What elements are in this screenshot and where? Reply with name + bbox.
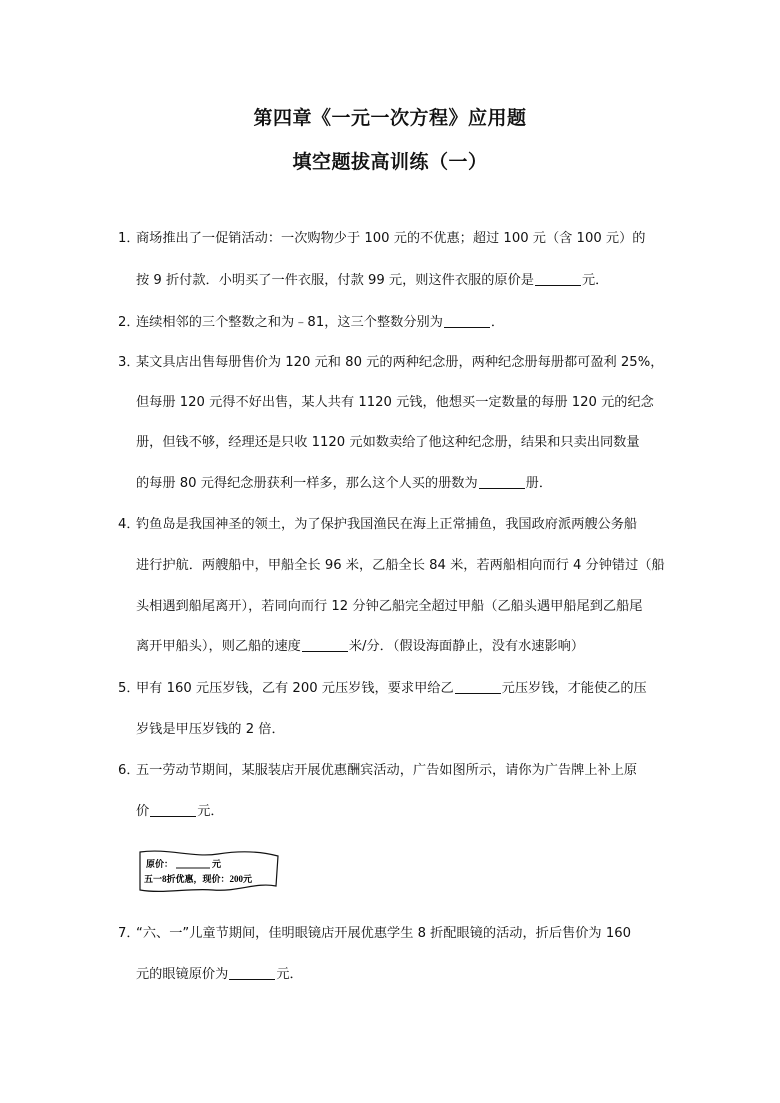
question-line	[136, 679, 647, 699]
question-text: 按 9 折付款．小明买了一件衣服，付款 99 元，则这件衣服的原价是	[136, 273, 534, 288]
question-text: 元的眼镜原价为	[136, 967, 229, 982]
question-text: 元压岁钱，才能使乙的压	[501, 681, 647, 696]
question-text: 商场推出了一促销活动：一次购物少于 100 元的不优惠；超过 100 元（含 100 元）的	[136, 231, 646, 246]
question-text: 册．	[525, 476, 553, 491]
question-text: 离开甲船头），则乙船的速度	[136, 639, 301, 654]
question-text: 某文具店出售每册售价为 120 元和 80 元的两种纪念册，两种纪念册每册都可盈利 25%，	[136, 355, 664, 370]
question-line	[136, 271, 608, 291]
answer-blank[interactable]	[150, 802, 196, 817]
question-number: 2．	[118, 315, 140, 330]
question-line	[136, 761, 637, 781]
question-text: 元．	[197, 804, 224, 819]
answer-blank[interactable]	[455, 679, 501, 694]
question-text: 元．	[582, 273, 609, 288]
banner-outline	[140, 851, 278, 891]
question-number: 3．	[118, 355, 140, 370]
question-text: 五一劳动节期间，某服装店开展优惠酬宾活动，广告如图所示，请你为广告牌上补上原	[136, 763, 638, 778]
banner-line2: 五一8折优惠，现价：200元	[144, 874, 253, 884]
question-line	[136, 637, 584, 657]
question-text: 连续相邻的三个整数之和为﹣81，这三个整数分别为	[136, 315, 443, 330]
question-text: 钓鱼岛是我国神圣的领土，为了保护我国渔民在海上正常捕鱼，我国政府派两艘公务船	[136, 517, 638, 532]
question-line	[136, 313, 504, 333]
question-text: 价	[136, 804, 150, 819]
answer-blank[interactable]	[479, 474, 525, 489]
question-line	[136, 597, 643, 617]
question-line	[136, 229, 645, 249]
question-text: “六、一”儿童节期间，佳明眼镜店开展优惠学生 8 折配眼镜的活动，折后售价为 160	[136, 926, 631, 941]
question-text: 进行护航．两艘船中，甲船全长 96 米，乙船全长 84 米，若两船相向而行 4 分钟错过（船	[136, 558, 665, 573]
question-text: 头相遇到船尾离开），若同向而行 12 分钟乙船完全超过甲船（乙船头遇甲船尾到乙船尾	[136, 599, 643, 614]
question-line	[136, 924, 631, 944]
question-text: 岁钱是甲压岁钱的 2 倍．	[136, 722, 285, 737]
question-line	[136, 515, 637, 535]
question-number: 6．	[118, 763, 140, 778]
question-number: 1．	[118, 231, 140, 246]
question-line	[136, 474, 552, 494]
question-number: 7．	[118, 926, 140, 941]
page-title: 第四章《一元一次方程》应用题	[253, 107, 527, 129]
question-text: 册，但钱不够，经理还是只收 1120 元如数卖给了他这种纪念册，结果和只卖出同数量	[136, 435, 640, 450]
answer-blank[interactable]	[444, 313, 490, 328]
question-text: 米/分．（假设海面静止，没有水速影响）	[348, 639, 585, 654]
question-number: 5．	[118, 681, 140, 696]
ad-banner-figure	[138, 848, 280, 894]
question-line	[136, 556, 665, 576]
question-line	[136, 433, 640, 453]
page-subtitle: 填空题拔高训练（一）	[292, 151, 488, 173]
question-line	[136, 720, 285, 740]
question-text: 的每册 80 元得纪念册获利一样多，那么这个人买的册数为	[136, 476, 478, 491]
question-text: 但每册 120 元得不好出售，某人共有 1120 元钱，他想买一定数量的每册 120 元的纪念	[136, 395, 654, 410]
banner-line1-prefix: 原价：	[146, 859, 174, 869]
question-line	[136, 802, 224, 822]
question-text: 元．	[276, 967, 303, 982]
answer-blank[interactable]	[302, 637, 348, 652]
question-number: 4．	[118, 517, 140, 532]
answer-blank[interactable]	[535, 271, 581, 286]
answer-blank[interactable]	[229, 965, 275, 980]
question-line	[136, 353, 663, 373]
question-line	[136, 393, 654, 413]
question-text: ．	[490, 315, 505, 330]
question-text: 甲有 160 元压岁钱，乙有 200 元压岁钱，要求甲给乙	[136, 681, 454, 696]
banner-line1-suffix: 元	[212, 859, 222, 869]
question-line	[136, 965, 303, 985]
